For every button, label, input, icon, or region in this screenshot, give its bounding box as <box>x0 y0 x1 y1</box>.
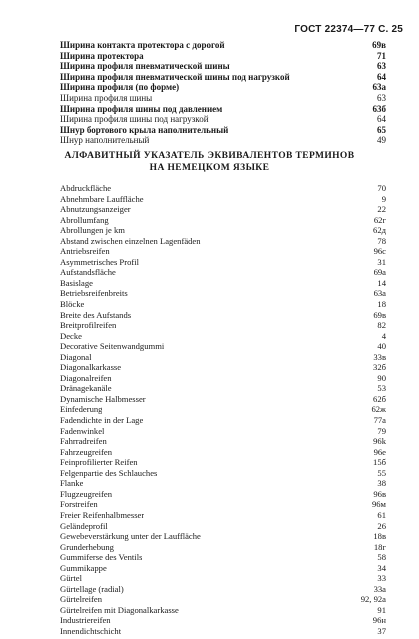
index-entry <box>60 457 386 468</box>
entry-term: Abdruckfläche <box>60 183 112 193</box>
index-entry <box>60 362 386 373</box>
entry-number: 78 <box>377 235 386 246</box>
entry-term: Ширина профиля пневматической шины под нагрузкой <box>60 71 290 82</box>
entry-term: Abrollumfang <box>60 214 109 225</box>
index-entry <box>60 125 386 136</box>
entry-number: 61 <box>377 509 386 520</box>
entry-term: Шнур бортового крыла наполнительный <box>60 124 229 135</box>
entry-number: 53 <box>377 383 386 394</box>
index-entry <box>60 489 386 500</box>
index-entry <box>60 225 386 236</box>
index-entry <box>60 72 386 83</box>
page-header: ГОСТ 22374—77 С. 25 <box>294 24 403 35</box>
entry-number: 62д <box>373 225 386 236</box>
entry-term: Fadenwinkel <box>60 425 105 436</box>
entry-term: Gürtelreifen mit Diagonalkarkasse <box>60 604 179 615</box>
entry-term: Innendichtschicht <box>60 625 122 636</box>
entry-term: Diagonal <box>60 351 92 362</box>
entry-term: Ширина профиля пневматической шины <box>60 61 230 72</box>
entry-term: Felgenpartie des Schlauches <box>60 467 158 478</box>
index-entry <box>60 104 386 115</box>
index-entry <box>60 594 386 605</box>
section-title <box>0 150 419 174</box>
entry-term: Fahrzeugreifen <box>60 446 113 457</box>
index-entry <box>60 394 386 405</box>
entry-term: Ширина профиля шины под давлением <box>60 103 223 114</box>
index-entry <box>60 93 386 104</box>
index-entry <box>60 246 386 257</box>
entry-number: 62г <box>373 214 386 225</box>
entry-term: Fahrradreifen <box>60 436 107 447</box>
entry-number: 37 <box>377 625 386 636</box>
index-entry <box>60 51 386 62</box>
entry-number: 31 <box>377 256 386 267</box>
entry-number: 96м <box>371 499 386 510</box>
index-entry <box>60 331 386 342</box>
entry-term: Gummikappe <box>60 562 107 573</box>
entry-term: Gummiferse des Ventils <box>60 552 143 563</box>
index-entry <box>60 499 386 510</box>
entry-number: 34 <box>377 562 386 573</box>
index-entry <box>60 352 386 363</box>
index-entry <box>60 135 386 146</box>
entry-term: Decke <box>60 330 82 341</box>
entry-number: 96k <box>373 436 386 447</box>
index-entry <box>60 278 386 289</box>
entry-number: 33в <box>373 351 386 362</box>
index-entry <box>60 257 386 268</box>
index-entry <box>60 299 386 310</box>
index-entry <box>60 204 386 215</box>
index-entry <box>60 605 386 616</box>
section-title-line-1: АЛФАВИТНЫЙ УКАЗАТЕЛЬ ЭКВИВАЛЕНТОВ ТЕРМИНОВ <box>64 151 355 161</box>
entry-number: 14 <box>377 277 386 288</box>
entry-number: 69в <box>372 40 386 50</box>
entry-term: Forstreifen <box>60 499 98 510</box>
index-entry <box>60 447 386 458</box>
entry-number: 63а <box>372 82 386 93</box>
entry-number: 4 <box>381 330 386 341</box>
index-entry <box>60 267 386 278</box>
entry-number: 79 <box>377 425 386 436</box>
entry-term: Fadendichte in der Lage <box>60 415 144 426</box>
section-title-line-2: НА НЕМЕЦКОМ ЯЗЫКЕ <box>149 163 270 173</box>
entry-term: Einfederung <box>60 404 103 415</box>
entry-number: 64 <box>377 114 386 125</box>
entry-number: 96е <box>373 446 386 457</box>
entry-number: 91 <box>377 604 386 615</box>
index-entry <box>60 341 386 352</box>
index-entry <box>60 436 386 447</box>
german-term-index <box>60 183 386 637</box>
index-entry <box>60 615 386 626</box>
entry-number: 71 <box>377 50 386 61</box>
index-entry <box>60 573 386 584</box>
entry-number: 64 <box>377 71 386 82</box>
index-entry <box>60 383 386 394</box>
entry-term: Blöcke <box>60 299 85 310</box>
index-entry <box>60 426 386 437</box>
entry-term: Breite des Aufstands <box>60 309 132 320</box>
index-entry <box>60 114 386 125</box>
index-entry <box>60 478 386 489</box>
entry-term: Gürtelreifen <box>60 594 102 605</box>
entry-number: 70 <box>377 183 386 193</box>
entry-term: Flanke <box>60 478 84 489</box>
entry-term: Flugzeugreifen <box>60 488 113 499</box>
entry-term: Abnutzungsanzeiger <box>60 204 131 215</box>
entry-number: 96в <box>373 488 386 499</box>
entry-number: 65 <box>377 124 386 135</box>
entry-term: Aufstandsfläche <box>60 267 116 278</box>
entry-term: Basislage <box>60 277 93 288</box>
entry-term: Abstand zwischen einzelnen Lagenfäden <box>60 235 201 246</box>
entry-number: 32б <box>373 362 386 373</box>
index-entry <box>60 542 386 553</box>
entry-number: 82 <box>377 320 386 331</box>
entry-term: Diagonalkarkasse <box>60 362 122 373</box>
entry-term: Freier Reifenhalbmesser <box>60 509 145 520</box>
index-entry <box>60 521 386 532</box>
entry-term: Ширина контакта протектора с дорогой <box>60 40 225 50</box>
entry-term: Ширина профиля шины под нагрузкой <box>60 114 209 125</box>
index-entry <box>60 552 386 563</box>
index-entry <box>60 288 386 299</box>
index-entry <box>60 584 386 595</box>
entry-number: 62б <box>373 393 386 404</box>
entry-number: 49 <box>377 135 386 146</box>
index-entry <box>60 373 386 384</box>
index-entry <box>60 531 386 542</box>
entry-number: 77а <box>373 415 386 426</box>
entry-term: Gürtellage (radial) <box>60 583 124 594</box>
entry-number: 15б <box>373 457 386 468</box>
entry-term: Ширина протектора <box>60 50 144 61</box>
entry-term: Diagonalreifen <box>60 372 112 383</box>
index-entry <box>60 61 386 72</box>
entry-number: 63а <box>373 288 386 299</box>
entry-term: Breitprofilreifen <box>60 320 117 331</box>
entry-term: Gürtel <box>60 573 82 584</box>
entry-term: Decorative Seitenwandgummi <box>60 341 165 352</box>
index-entry <box>60 626 386 637</box>
entry-term: Antriebsreifen <box>60 246 110 257</box>
entry-number: 62ж <box>371 404 386 415</box>
entry-term: Gewebeverstärkung unter der Lauffläche <box>60 531 201 542</box>
entry-number: 63 <box>377 92 386 103</box>
index-entry <box>60 404 386 415</box>
index-entry <box>60 510 386 521</box>
entry-number: 26 <box>377 520 386 531</box>
entry-number: 63б <box>372 103 386 114</box>
russian-term-list <box>60 40 386 146</box>
entry-term: Dränagekanäle <box>60 383 112 394</box>
entry-number: 40 <box>377 341 386 352</box>
entry-number: 69в <box>373 309 386 320</box>
index-entry <box>60 40 386 51</box>
entry-term: Шнур наполнительный <box>60 135 150 146</box>
entry-number: 96н <box>372 615 386 626</box>
entry-term: Betriebsreifenbreits <box>60 288 128 299</box>
entry-term: Dynamische Halbmesser <box>60 393 146 404</box>
entry-number: 90 <box>377 372 386 383</box>
index-entry <box>60 215 386 226</box>
entry-number: 38 <box>377 478 386 489</box>
entry-term: Geländeprofil <box>60 520 108 531</box>
entry-term: Abnehmbare Lauffläche <box>60 193 144 204</box>
index-entry <box>60 563 386 574</box>
entry-term: Industriereifen <box>60 615 111 626</box>
entry-number: 18г <box>373 541 386 552</box>
entry-number: 96с <box>373 246 386 257</box>
entry-number: 63 <box>377 61 386 72</box>
entry-term: Ширина профиля (по форме) <box>60 82 180 93</box>
entry-number: 18 <box>377 299 386 310</box>
index-entry <box>60 82 386 93</box>
index-entry <box>60 236 386 247</box>
index-entry <box>60 320 386 331</box>
entry-number: 33 <box>377 573 386 584</box>
entry-number: 58 <box>377 552 386 563</box>
entry-number: 22 <box>377 204 386 215</box>
entry-term: Feinprofilierter Reifen <box>60 457 138 468</box>
entry-number: 55 <box>377 467 386 478</box>
entry-number: 33а <box>373 583 386 594</box>
index-entry <box>60 310 386 321</box>
entry-number: 9 <box>381 193 386 204</box>
index-entry <box>60 468 386 479</box>
entry-term: Asymmetrisches Profil <box>60 256 140 267</box>
index-entry <box>60 415 386 426</box>
entry-term: Ширина профиля шины <box>60 92 153 103</box>
entry-number: 18в <box>373 531 386 542</box>
entry-term: Abrollungen je km <box>60 225 125 236</box>
entry-term: Grunderhebung <box>60 541 114 552</box>
entry-number: 69а <box>373 267 386 278</box>
index-entry <box>60 194 386 205</box>
entry-number: 92, 92а <box>360 594 386 605</box>
index-entry <box>60 183 386 194</box>
